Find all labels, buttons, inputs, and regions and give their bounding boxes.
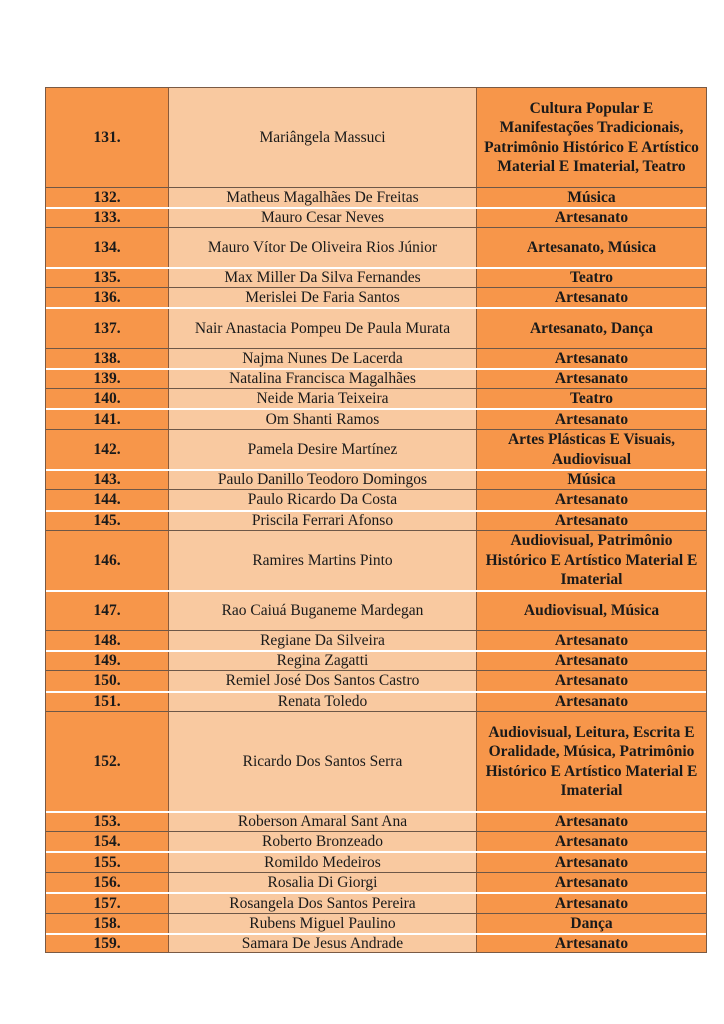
row-number: 148. (46, 631, 169, 650)
participants-table (45, 87, 707, 953)
row-number: 157. (46, 894, 169, 913)
row-category: Artesanato (477, 652, 706, 670)
row-category: Artesanato (477, 631, 706, 650)
row-number: 135. (46, 269, 169, 287)
table-row (46, 510, 706, 530)
row-number: 154. (46, 832, 169, 851)
row-name: Rao Caiuá Buganeme Mardegan (169, 592, 477, 630)
row-category: Artesanato, Música (477, 228, 706, 267)
table-row (46, 711, 706, 811)
row-name: Merislei De Faria Santos (169, 288, 477, 307)
row-name: Paulo Ricardo Da Costa (169, 490, 477, 510)
row-category: Teatro (477, 269, 706, 287)
row-name: Ricardo Dos Santos Serra (169, 712, 477, 811)
row-number: 155. (46, 853, 169, 872)
row-name: Nair Anastacia Pompeu De Paula Murata (169, 309, 477, 348)
row-category: Artesanato (477, 512, 706, 530)
row-category: Artesanato (477, 813, 706, 831)
row-name: Rosangela Dos Santos Pereira (169, 894, 477, 913)
row-category: Artesanato (477, 693, 706, 711)
row-name: Max Miller Da Silva Fernandes (169, 269, 477, 287)
row-name: Samara De Jesus Andrade (169, 935, 477, 952)
table-row (46, 348, 706, 368)
row-number: 132. (46, 188, 169, 207)
table-row (46, 408, 706, 429)
row-name: Pamela Desire Martínez (169, 430, 477, 469)
table-row (46, 489, 706, 510)
row-name: Matheus Magalhães De Freitas (169, 188, 477, 207)
table-row (46, 469, 706, 489)
table-row (46, 429, 706, 469)
row-category: Audiovisual, Leitura, Escrita E Oralidade, Música, Patrimônio Histórico E Artístico Material E Imaterial (477, 712, 706, 811)
row-number: 151. (46, 693, 169, 711)
row-category: Artesanato (477, 671, 706, 691)
row-category: Audiovisual, Música (477, 592, 706, 630)
row-number: 142. (46, 430, 169, 469)
row-number: 146. (46, 531, 169, 590)
row-category: Audiovisual, Patrimônio Histórico E Artístico Material E Imaterial (477, 531, 706, 590)
row-name: Neide Maria Teixeira (169, 389, 477, 408)
row-name: Regina Zagatti (169, 652, 477, 670)
row-number: 156. (46, 873, 169, 892)
row-category: Música (477, 188, 706, 207)
table-row (46, 650, 706, 670)
row-category: Artesanato (477, 894, 706, 913)
table-row (46, 892, 706, 913)
row-number: 150. (46, 671, 169, 691)
row-number: 137. (46, 309, 169, 348)
row-category: Artesanato (477, 288, 706, 307)
row-number: 145. (46, 512, 169, 530)
row-category: Teatro (477, 389, 706, 408)
row-name: Remiel José Dos Santos Castro (169, 671, 477, 691)
table-row (46, 187, 706, 207)
row-category: Artesanato (477, 873, 706, 892)
row-name: Rubens Miguel Paulino (169, 914, 477, 933)
row-name: Paulo Danillo Teodoro Domingos (169, 471, 477, 489)
row-number: 149. (46, 652, 169, 670)
row-number: 131. (46, 88, 169, 187)
row-name: Renata Toledo (169, 693, 477, 711)
row-number: 141. (46, 410, 169, 429)
row-number: 147. (46, 592, 169, 630)
row-number: 153. (46, 813, 169, 831)
row-name: Mariângela Massuci (169, 88, 477, 187)
row-number: 143. (46, 471, 169, 489)
row-name: Ramires Martins Pinto (169, 531, 477, 590)
table-row (46, 530, 706, 590)
table-row (46, 691, 706, 711)
row-category: Artesanato (477, 853, 706, 872)
row-name: Roberson Amaral Sant Ana (169, 813, 477, 831)
row-number: 159. (46, 935, 169, 952)
table-row (46, 388, 706, 408)
table-row (46, 287, 706, 307)
row-name: Mauro Vítor De Oliveira Rios Júnior (169, 228, 477, 267)
table-row (46, 913, 706, 933)
table-row (46, 872, 706, 892)
table-row (46, 368, 706, 388)
row-category: Artesanato, Dança (477, 309, 706, 348)
table-row (46, 227, 706, 267)
row-category: Artes Plásticas E Visuais, Audiovisual (477, 430, 706, 469)
table-row (46, 670, 706, 691)
row-category: Artesanato (477, 832, 706, 851)
row-number: 140. (46, 389, 169, 408)
row-name: Mauro Cesar Neves (169, 209, 477, 227)
row-number: 134. (46, 228, 169, 267)
row-name: Rosalia Di Giorgi (169, 873, 477, 892)
row-name: Priscila Ferrari Afonso (169, 512, 477, 530)
table-row (46, 88, 706, 187)
row-number: 144. (46, 490, 169, 510)
row-category: Cultura Popular E Manifestações Tradicionais, Patrimônio Histórico E Artístico Material E Imaterial, Teatro (477, 88, 706, 187)
row-category: Artesanato (477, 410, 706, 429)
row-category: Artesanato (477, 490, 706, 510)
table-row (46, 207, 706, 227)
table-row (46, 933, 706, 952)
row-category: Artesanato (477, 370, 706, 388)
row-name: Roberto Bronzeado (169, 832, 477, 851)
row-number: 136. (46, 288, 169, 307)
row-name: Om Shanti Ramos (169, 410, 477, 429)
table-row (46, 851, 706, 872)
row-number: 139. (46, 370, 169, 388)
row-name: Romildo Medeiros (169, 853, 477, 872)
table-row (46, 307, 706, 348)
row-category: Música (477, 471, 706, 489)
row-number: 138. (46, 349, 169, 368)
table-row (46, 267, 706, 287)
row-number: 152. (46, 712, 169, 811)
row-category: Artesanato (477, 209, 706, 227)
table-row (46, 831, 706, 851)
row-number: 158. (46, 914, 169, 933)
table-row (46, 630, 706, 650)
row-number: 133. (46, 209, 169, 227)
row-category: Artesanato (477, 349, 706, 368)
row-category: Artesanato (477, 935, 706, 952)
row-name: Najma Nunes De Lacerda (169, 349, 477, 368)
row-category: Dança (477, 914, 706, 933)
row-name: Regiane Da Silveira (169, 631, 477, 650)
table-row (46, 811, 706, 831)
row-name: Natalina Francisca Magalhães (169, 370, 477, 388)
table-row (46, 590, 706, 630)
